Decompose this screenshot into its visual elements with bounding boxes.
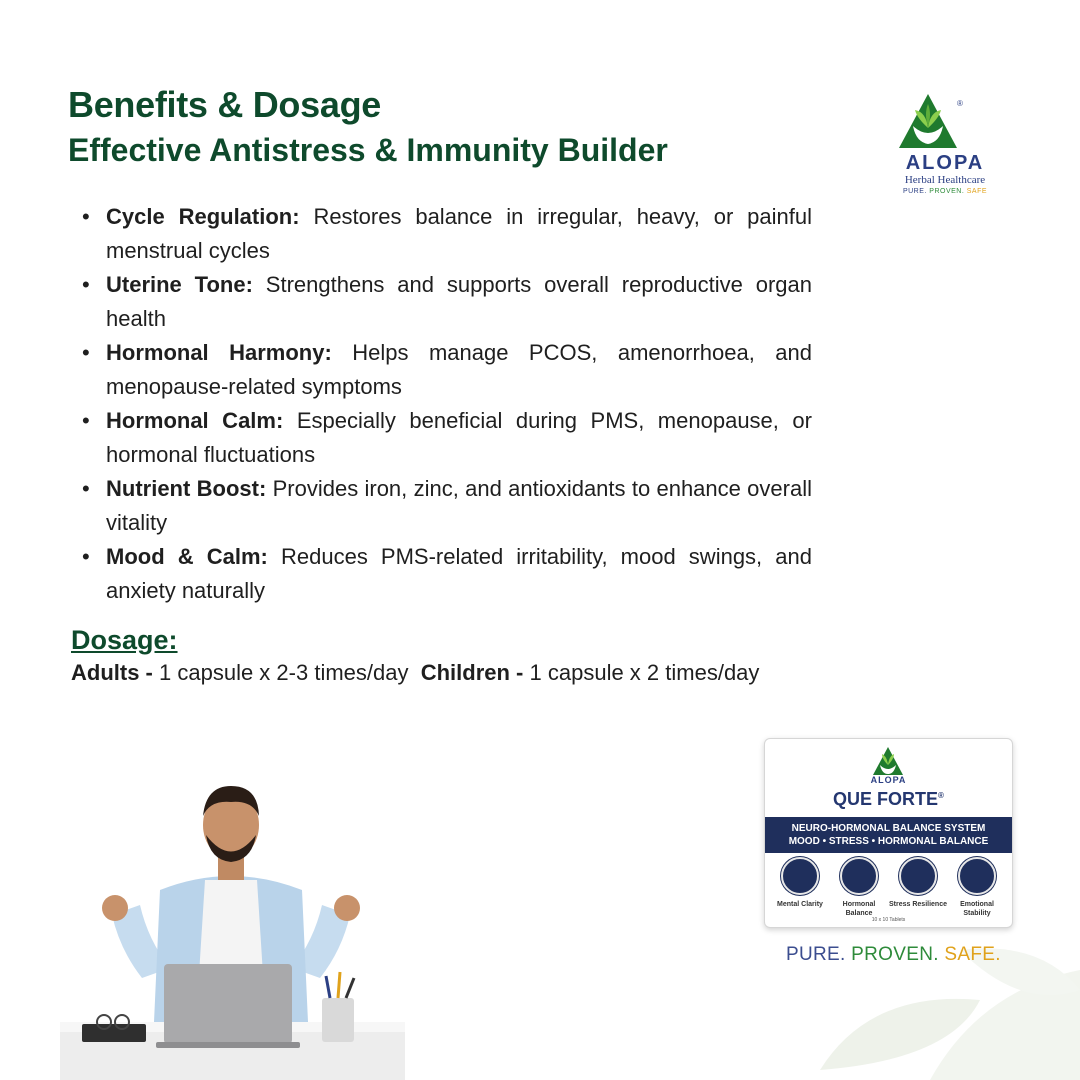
feature-mental-clarity: Mental Clarity xyxy=(771,857,829,918)
svg-text:®: ® xyxy=(957,99,963,108)
children-value: 1 capsule x 2 times/day xyxy=(529,660,760,685)
page-title: Benefits & Dosage xyxy=(68,84,381,125)
logo-name: ALOPA xyxy=(905,152,985,174)
tagline xyxy=(786,944,1001,966)
head-heart-icon xyxy=(958,857,996,895)
benefit-item: • Hormonal Harmony: Helps manage PCOS, amenorrhoea, and menopause-related symptoms xyxy=(82,340,812,399)
scale-icon xyxy=(840,857,878,895)
logo-tagline: PURE. PROVEN. SAFE xyxy=(902,188,988,195)
children-label: Children - xyxy=(420,660,524,685)
product-name: QUE FORTE® xyxy=(833,789,944,809)
brain-icon xyxy=(781,857,819,895)
dosage-line xyxy=(71,660,759,686)
product-count: 10 x 10 Tablets xyxy=(871,917,906,923)
meditation-icon xyxy=(899,857,937,895)
benefits-list xyxy=(78,200,812,608)
page-subtitle: Effective Antistress & Immunity Builder xyxy=(68,132,668,168)
benefit-item: • Hormonal Calm: Especially beneficial during PMS, menopause, or hormonal fluctuations xyxy=(82,408,812,467)
benefit-item: • Mood & Calm: Reduces PMS-related irritability, mood swings, and anxiety naturally xyxy=(82,544,812,603)
product-brand: ALOPA xyxy=(870,775,907,785)
logo-sub: Herbal Healthcare xyxy=(904,174,986,186)
alopa-logo xyxy=(895,92,995,202)
adults-label: Adults - xyxy=(71,660,153,685)
benefit-item: • Cycle Regulation: Restores balance in irregular, heavy, or painful menstrual cycles xyxy=(82,204,812,263)
benefit-item: • Nutrient Boost: Provides iron, zinc, and antioxidants to enhance overall vitality xyxy=(82,476,812,535)
adults-value: 1 capsule x 2-3 times/day xyxy=(159,660,409,685)
product-box xyxy=(764,738,1013,928)
tagline-safe: SAFE. xyxy=(944,944,1001,965)
meditating-man-illustration-icon xyxy=(60,780,405,1080)
tagline-pure: PURE. xyxy=(786,944,846,965)
dosage-title: Dosage: xyxy=(71,625,178,655)
product-logo-icon xyxy=(765,743,1012,779)
feature-stress-resilience: Stress Resilience xyxy=(889,857,947,918)
feature-emotional-stability: Emotional Stability xyxy=(948,857,1006,918)
benefit-item: • Uterine Tone: Strengthens and supports overall reproductive organ health xyxy=(82,272,812,331)
feature-hormonal-balance: Hormonal Balance xyxy=(830,857,888,918)
product-band: NEURO-HORMONAL BALANCE SYSTEM MOOD • STRESS • HORMONAL BALANCE xyxy=(765,817,1012,853)
product-icons xyxy=(771,857,1006,918)
logo-mark-icon xyxy=(895,92,995,154)
tagline-proven: PROVEN. xyxy=(851,944,939,965)
